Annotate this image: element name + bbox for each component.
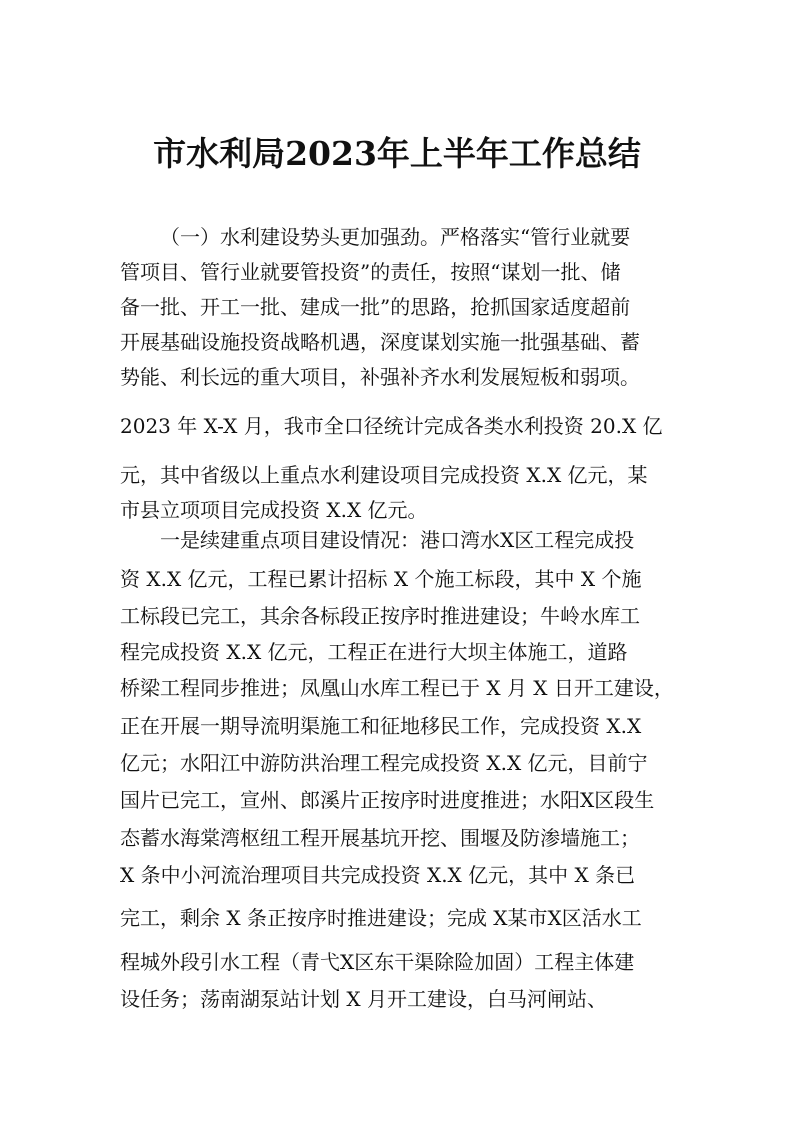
- paragraph-2-line-11: 完工，剩余 X 条正按序时推进建设；完成 X某市X区活水工: [120, 906, 642, 930]
- paragraph-1-line-3: 备一批、开工一批、建成一批”的思路，抢抓国家适度超前: [120, 295, 631, 319]
- paragraph-2-line-13: 设任务；荡南湖泵站计划 X 月开工建设，白马河闸站、: [120, 987, 607, 1011]
- paragraph-2-line-3: 工标段已完工，其余各标段正按序时推进建设；牛岭水库工: [120, 604, 640, 628]
- paragraph-2-line-2: 资 X.X 亿元，工程已累计招标 X 个施工标段，其中 X 个施: [120, 567, 642, 591]
- paragraph-2-line-12: 程城外段引水工程（青弋X区东干渠除险加固）工程主体建: [120, 950, 635, 974]
- paragraph-2-line-5: 桥梁工程同步推进；凤凰山水库工程已于 X 月 X 日开工建设，: [120, 676, 674, 700]
- paragraph-1-line-5: 势能、利长远的重大项目，补强补齐水利发展短板和弱项。: [120, 365, 640, 389]
- paragraph-2-line-9: 态蓄水海棠湾枢纽工程开展基坑开挖、围堰及防渗墙施工；: [120, 826, 640, 850]
- paragraph-1-line-2: 管项目、管行业就要管投资”的责任，按照“谋划一批、储: [120, 260, 621, 284]
- paragraph-2-line-6: 正在开展一期导流明渠施工和征地移民工作，完成投资 X.X: [120, 714, 642, 738]
- paragraph-1-line-4: 开展基础设施投资战略机遇，深度谋划实施一批强基础、蓄: [120, 330, 640, 354]
- paragraph-1-line-8: 市县立项项目完成投资 X.X 亿元。: [120, 498, 428, 522]
- document-title: 市水利局2023年上半年工作总结: [153, 134, 641, 173]
- paragraph-1-line-6: 2023 年 X-X 月，我市全口径统计完成各类水利投资 20.X 亿: [120, 414, 663, 438]
- paragraph-1-line-1: （一）水利建设势头更加强劲。严格落实“管行业就要: [160, 225, 631, 249]
- paragraph-2-line-10: X 条中小河流治理项目共完成投资 X.X 亿元，其中 X 条已: [120, 863, 636, 887]
- paragraph-1-line-7: 元，其中省级以上重点水利建设项目完成投资 X.X 亿元，某: [120, 463, 648, 487]
- paragraph-2-line-8: 国片已完工，宣州、郎溪片正按序时进度推进；水阳X区段生: [120, 788, 655, 812]
- paragraph-2-line-4: 程完成投资 X.X 亿元，工程正在进行大坝主体施工，道路: [120, 640, 628, 664]
- paragraph-2-line-1: 一是续建重点项目建设情况：港口湾水X区工程完成投: [160, 528, 635, 552]
- paragraph-2-line-7: 亿元；水阳江中游防洪治理工程完成投资 X.X 亿元，目前宁: [120, 751, 648, 775]
